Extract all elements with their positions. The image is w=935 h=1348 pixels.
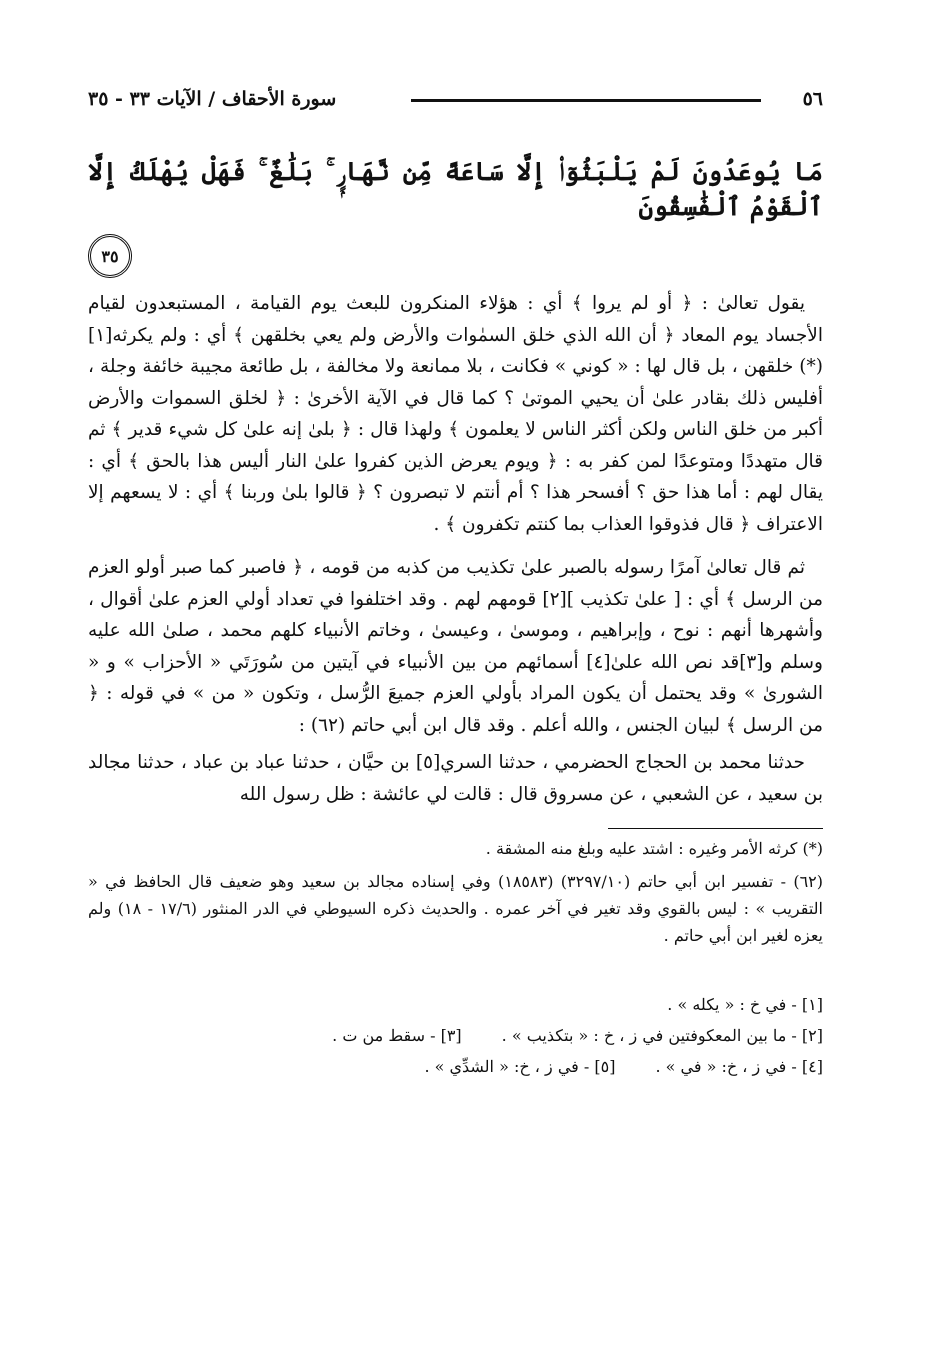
apparatus-note: [٥] - في ز ، خ: « الشدِّي » .	[424, 1057, 616, 1076]
apparatus-note: [٢] - ما بين المعكوفتين في ز ، خ : « بتكذيب » .	[501, 1026, 823, 1045]
apparatus-note: [٣] - سقط من ت .	[332, 1026, 462, 1045]
page-number: ٥٦	[802, 88, 823, 110]
apparatus-row	[88, 989, 823, 1020]
commentary-paragraph: ثم قال تعالىٰ آمرًا رسوله بالصبر علىٰ تكذيب من كذبه من قومه ، ﴿ فاصبر كما صبر أولو العزم من الرسل ﴾ أي : [ علىٰ تكذيب ][٢] قومهم لهم . وقد اختلفوا في تعداد أولي العزم علىٰ أقوال ، وأشهرها أنهم : نوح ، وإبراهيم ، وموسىٰ ، وعيسىٰ ، وخاتم الأنبياء كلهم محمد ، صلىٰ الله عليه وسلم و[٣]قد نص الله علىٰ[٤] أسمائهم من بين الأنبياء في آيتين من سُورَتَي « الأحزاب » و « الشورىٰ » وقد يحتمل أن يكون المراد بأولي العزم جميعَ الرُّسل ، وتكون « من » في قوله : ﴿ من الرسل ﴾ لبيان الجنس ، والله أعلم . وقد قال ابن أبي حاتم (٦٢) :	[88, 557, 823, 736]
commentary-paragraph: يقول تعالىٰ : ﴿ أو لم يروا ﴾ أي : هؤلاء المنكرون للبعث يوم القيامة ، المستبعدون لقيام الأجساد يوم المعاد ﴿ أن الله الذي خلق السمٰوات والأرض ولم يعي بخلقهن ﴾ أي : ولم يكرثه[١] (*) خلقهن ، بل قال لها : « كوني » فكانت ، بلا ممانعة ولا مخالفة ، بل طائعة مجيبة خائفة وجلة ، أفليس ذلك بقادر علىٰ أن يحيي الموتىٰ ؟ كما قال في الآية الأخرىٰ : ﴿ لخلق السموات والأرض أكبر من خلق الناس ولكن أكثر الناس لا يعلمون ﴾ ولهذا قال : ﴿ بلىٰ إنه علىٰ كل شيء قدير ﴾ ثم قال متهددًا ومتوعدًا لمن كفر به : ﴿ ويوم يعرض الذين كفروا علىٰ النار أليس هذا بالحق ﴾ أي : يقال لهم : أما هذا حق ؟ أفسحر هذا ؟ أم أنتم لا تبصرون ؟ ﴿ قالوا بلىٰ وربنا ﴾ أي : لا يسعهم إلا الاعتراف ﴿ قال فذوقوا العذاب بما كنتم تكفرون ﴾ .	[88, 293, 823, 535]
apparatus-row	[88, 1051, 823, 1082]
verse-marker-row	[88, 234, 823, 278]
apparatus-note: [١] - في خ : « يكله » .	[667, 995, 823, 1014]
book-page	[88, 82, 823, 1082]
verse-number-marker: ٣٥	[88, 234, 132, 278]
footnote: (٦٢) - تفسير ابن أبي حاتم (٣٢٩٧/١٠) (١٨٥٨٣) وفي إسناده مجالد بن سعيد وهو ضعيف قال الحافظ في « التقريب » : ليس بالقوي وقد تغير في آخر عمره . والحديث ذكره السيوطي في الدر المنثور (١٧/٦ - ١٨) ولم يعزه لغير ابن أبي حاتم .	[88, 872, 824, 945]
quran-verse: مَا يُوعَدُونَ لَمْ يَلْبَثُوٓا۟ إِلَّا سَاعَةً مِّن نَّهَارٍۭ ۚ بَلَٰغٌ ۚ فَهَلْ يُهْلَكُ إِلَّا ٱلْقَوْمُ ٱلْفَٰسِقُونَ	[88, 157, 823, 221]
footnote-separator	[608, 828, 823, 829]
running-title: سورة الأحقاف / الآيات ٣٣ - ٣٥	[88, 88, 337, 110]
apparatus-row	[88, 1020, 823, 1051]
critical-apparatus	[88, 989, 823, 1082]
footnote: (*) كرثه الأمر وغيره : اشتد عليه وبلغ منه المشقة .	[485, 839, 823, 858]
page-header	[88, 82, 823, 116]
commentary-paragraph: حدثنا محمد بن الحجاج الحضرمي ، حدثنا السري[٥] بن حيَّان ، حدثنا عباد بن عباد ، حدثنا مجالد بن سعيد ، عن الشعبي ، عن مسروق قال : قالت لي عائشة : ظل رسول الله	[88, 752, 823, 805]
apparatus-note: [٤] - في ز ، خ: « في » .	[655, 1057, 823, 1076]
header-rule	[411, 99, 761, 102]
